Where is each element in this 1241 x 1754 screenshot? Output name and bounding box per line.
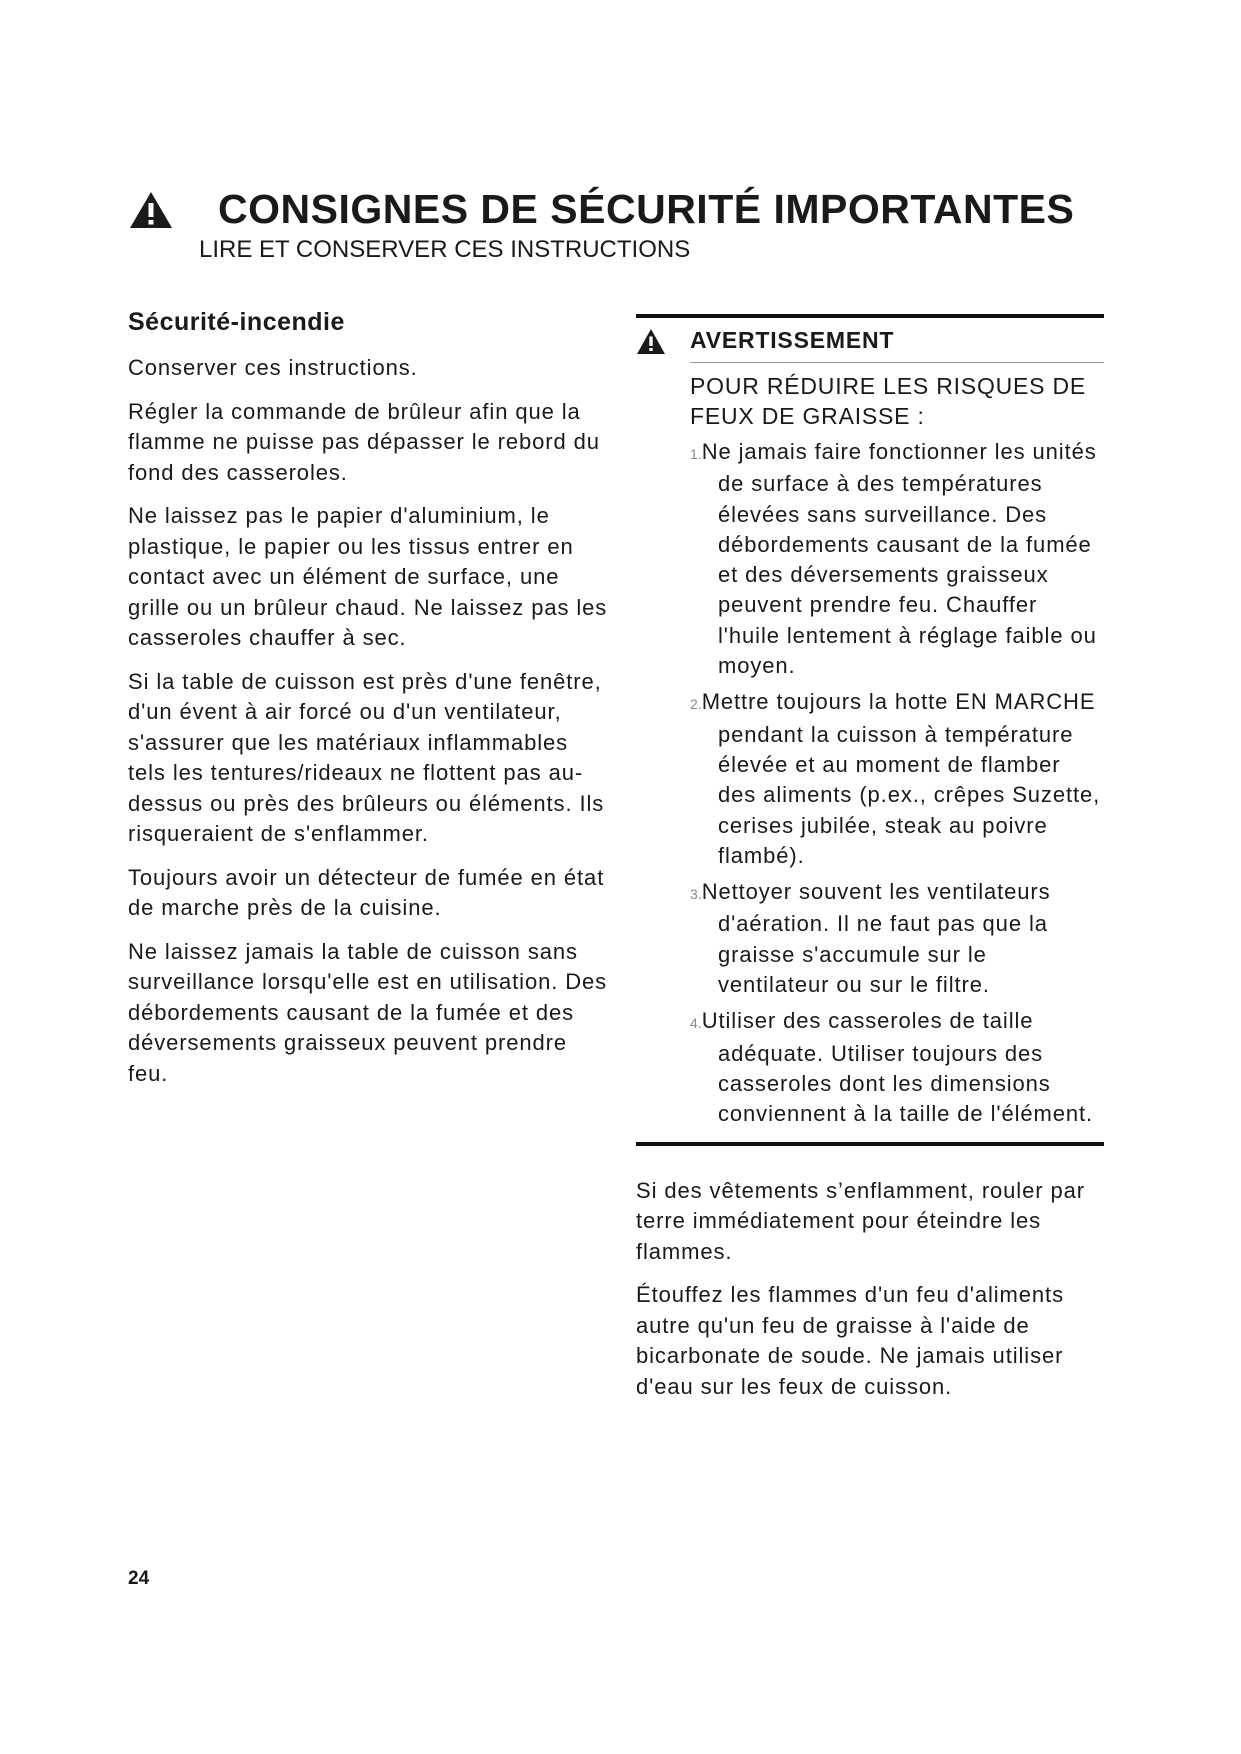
- list-number: 4.: [690, 1015, 702, 1032]
- warning-title: AVERTISSEMENT: [690, 327, 895, 353]
- section-heading: Sécurité-incendie: [128, 308, 345, 336]
- list-text: Nettoyer souvent les ventilateurs d'aération. Il ne faut pas que la graisse s'accumule sur le ventilateur ou sur le filtre.: [701, 879, 1051, 998]
- paragraph: Régler la commande de brûleur afin que la flamme ne puisse pas dépasser le rebord du fond des casseroles.: [128, 398, 600, 485]
- list-text: Mettre toujours la hotte EN MARCHE pendant la cuisson à température élevée et au moment de flamber des aliments (p.ex., crêpes Suzette, cerises jubilée, steak au poivre flambé).: [701, 689, 1101, 868]
- warning-triangle-icon: [128, 190, 174, 230]
- list-number: 1.: [690, 446, 702, 462]
- paragraph: Si la table de cuisson est près d'une fenêtre, d'un évent à air forcé ou d'un ventilateur, s'assurer que les matériaux inflammables tels les tentures/rideaux ne flottent pas au-dessus ou près des brûleurs ou éléments. Ils risqueraient de s'enflammer.: [128, 668, 605, 846]
- page-subtitle: LIRE ET CONSERVER CES INSTRUCTIONS: [199, 236, 691, 263]
- paragraph: Ne laissez pas le papier d'aluminium, le plastique, le papier ou les tissus entrer en contact avec un élément de surface, une grille ou un brûleur chaud. Ne laissez pas les casseroles chauffer à sec.: [128, 503, 608, 650]
- paragraph: Étouffez les flammes d'un feu d'aliments autre qu'un feu de graisse à l'aide de bicarbonate de soude. Ne jamais utiliser d'eau sur les feux de cuisson.: [636, 1282, 1064, 1399]
- paragraph: Ne laissez jamais la table de cuisson sans surveillance lorsqu'elle est en utilisation. Des débordements causant de la fumée et des déversements graisseux peuvent prendre feu.: [128, 938, 608, 1086]
- list-text: Ne jamais faire fonctionner les unités de surface à des températures élevées sans surveillance. Des débordements causant de la fumée et des déversements graisseux peuvent prendre feu. Chauffer l'huile lentement à réglage faible ou moyen.: [701, 439, 1097, 679]
- right-after-warning: [636, 1176, 1104, 1403]
- left-column: [128, 305, 608, 1102]
- list-item: [690, 1006, 1104, 1129]
- page-number: 24: [128, 1568, 150, 1589]
- warning-box: [636, 314, 1104, 1146]
- paragraph: Conserver ces instructions.: [128, 355, 418, 380]
- page-title: CONSIGNES DE SÉCURITÉ IMPORTANTES: [218, 186, 1075, 232]
- warning-header: [690, 324, 1104, 363]
- list-item: [690, 687, 1104, 871]
- warning-triangle-icon: [636, 328, 666, 355]
- warning-list: [690, 437, 1104, 1130]
- list-text: Utiliser des casseroles de taille adéquate. Utiliser toujours des casseroles dont les dimensions conviennent à la taille de l'élément.: [701, 1008, 1094, 1127]
- list-number: 3.: [690, 886, 702, 903]
- list-item: [690, 877, 1104, 1000]
- paragraph: Si des vêtements s’enflamment, rouler par terre immédiatement pour éteindre les flammes.: [636, 1177, 1085, 1264]
- list-number: 2.: [690, 696, 702, 713]
- warning-lead: POUR RÉDUIRE LES RISQUES DE FEUX DE GRAISSE :: [690, 373, 1087, 429]
- paragraph: Toujours avoir un détecteur de fumée en état de marche près de la cuisine.: [128, 864, 605, 920]
- right-column: [636, 314, 1104, 1415]
- list-item: [690, 437, 1104, 681]
